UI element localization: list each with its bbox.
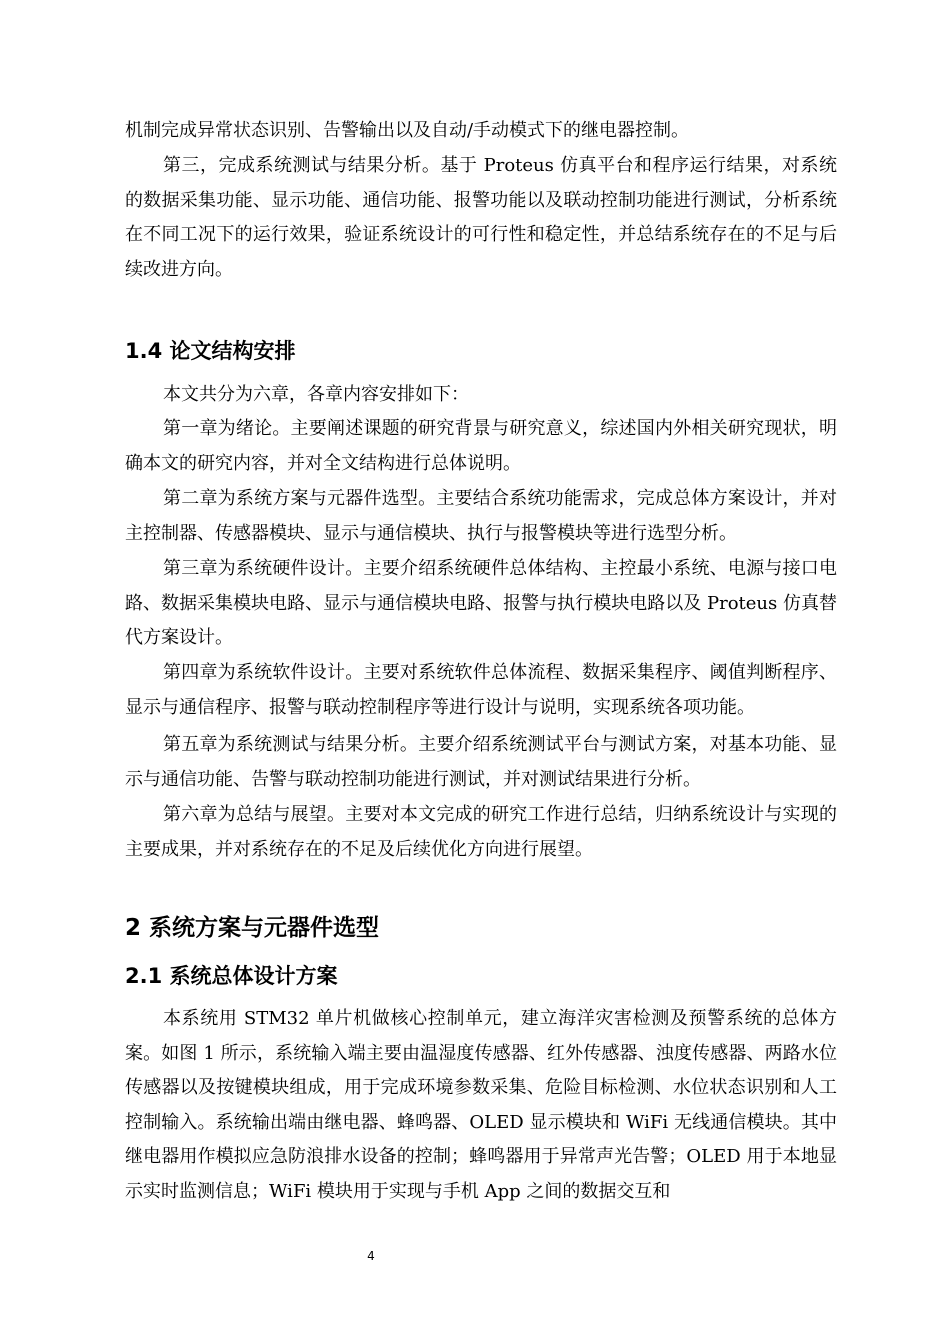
section-heading-2-1: 2.1 系统总体设计方案 [125,964,338,988]
paragraph: 第五章为系统测试与结果分析。主要介绍系统测试平台与测试方案，对基本功能、显示与通信功能、告警与联动控制功能进行测试，并对测试结果进行分析。 [125,734,837,790]
section-heading-1-4: 1.4 论文结构安排 [125,339,296,363]
paragraph: 本文共分为六章，各章内容安排如下： [163,384,469,405]
paragraph: 本系统用 STM32 单片机做核心控制单元，建立海洋灾害检测及预警系统的总体方案。如图 1 所示，系统输入端主要由温湿度传感器、红外传感器、浊度传感器、两路水位传感器以及按键模块组成，用于完成环境参数采集、危险目标检测、水位状态识别和人工控制输入。系统输出端由继电器、蜂鸣器、OLED 显示模块和 WiFi 无线通信模块。其中继电器用作模拟应急防浪排水设备的控制；蜂鸣器用于异常声光告警；OLED 用于本地显示实时监测信息；WiFi 模块用于实现与手机 App 之间的数据交互和 [125,1008,837,1202]
paragraph: 第六章为总结与展望。主要对本文完成的研究工作进行总结，归纳系统设计与实现的主要成果，并对系统存在的不足及后续优化方向进行展望。 [125,804,837,860]
paragraph: 第三，完成系统测试与结果分析。基于 Proteus 仿真平台和程序运行结果，对系统的数据采集功能、显示功能、通信功能、报警功能以及联动控制功能进行测试，分析系统在不同工况下的运行效果，验证系统设计的可行性和稳定性，并总结系统存在的不足与后续改进方向。 [125,155,837,280]
paragraph: 第二章为系统方案与元器件选型。主要结合系统功能需求，完成总体方案设计，并对主控制器、传感器模块、显示与通信模块、执行与报警模块等进行选型分析。 [125,488,837,544]
chapter-heading-2: 2 系统方案与元器件选型 [125,915,380,941]
paragraph: 机制完成异常状态识别、告警输出以及自动/手动模式下的继电器控制。 [125,120,690,141]
paragraph: 第一章为绪论。主要阐述课题的研究背景与研究意义，综述国内外相关研究现状，明确本文的研究内容，并对全文结构进行总体说明。 [125,418,837,474]
paragraph: 第四章为系统软件设计。主要对系统软件总体流程、数据采集程序、阈值判断程序、显示与通信程序、报警与联动控制程序等进行设计与说明，实现系统各项功能。 [125,662,837,718]
paragraph: 第三章为系统硬件设计。主要介绍系统硬件总体结构、主控最小系统、电源与接口电路、数据采集模块电路、显示与通信模块电路、报警与执行模块电路以及 Proteus 仿真替代方案设计。 [125,558,837,648]
page-number: 4 [367,1249,375,1263]
